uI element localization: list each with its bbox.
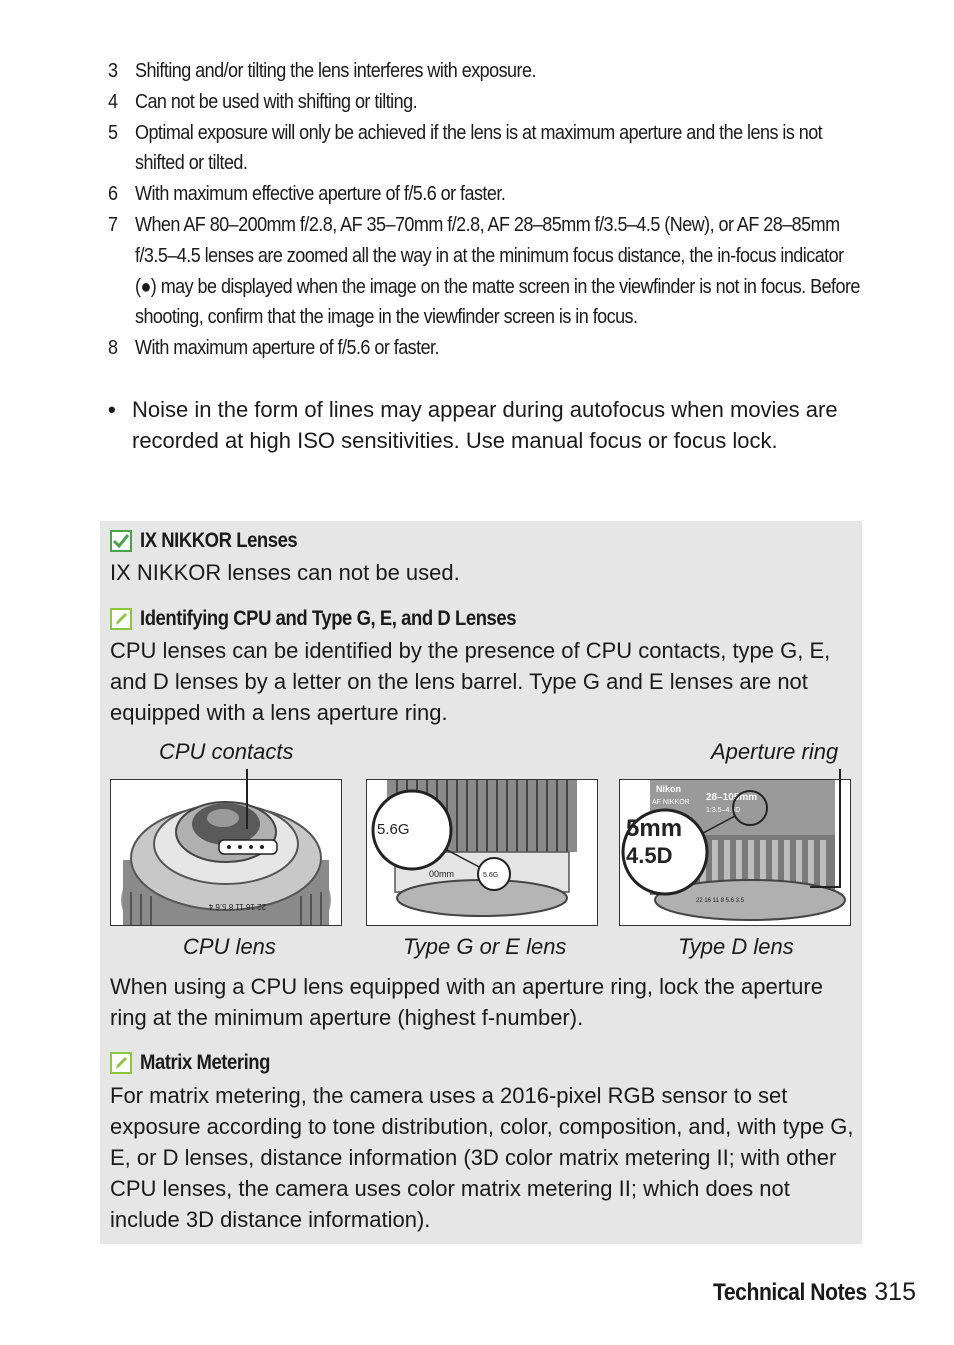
- cpu-lens-caption: CPU lens: [183, 934, 276, 959]
- footnote-number: 7: [108, 213, 118, 236]
- footer-section-title: Technical Notes: [712, 1279, 867, 1306]
- footnote-text: Can not be used with shifting or tilting.: [135, 90, 418, 113]
- type-g-mark-large: 5.6G: [377, 821, 410, 838]
- ix-nikkor-title: IX NIKKOR Lenses: [140, 529, 298, 552]
- matrix-metering-heading: [110, 1051, 288, 1075]
- page-number: 315: [874, 1278, 916, 1306]
- aperture-ring-leader-line: [839, 769, 841, 887]
- ix-nikkor-body: IX NIKKOR lenses can not be used.: [110, 560, 460, 585]
- type-g-barrel-text: 00mm: [429, 869, 455, 879]
- matrix-metering-body: For matrix metering, the camera uses a 2016-pixel RGB sensor to set exposure according to tone distribution, color, composition, and, with type G, E, or D lenses, distance information (3D color matrix metering II; with other CPU lenses, the camera uses color matrix metering II; which does not include 3D distance information).: [110, 1083, 854, 1232]
- type-d-lens-caption: Type D lens: [678, 934, 794, 959]
- footnote-text: With maximum effective aperture of f/5.6 or faster.: [135, 183, 506, 206]
- ix-nikkor-heading: [110, 529, 319, 553]
- cpu-lens-body: CPU lenses can be identified by the presence of CPU contacts, type G, E, and D lenses by a letter on the lens barrel. Type G and E lenses are not equipped with a lens aperture ring.: [110, 638, 831, 725]
- footnote-item: [108, 333, 868, 364]
- bullet-note: [108, 394, 868, 456]
- type-d-lens-image: [619, 779, 851, 926]
- footnote-item: [108, 118, 868, 180]
- type-d-mark-top: 5mm: [626, 815, 683, 842]
- footnote-item: [108, 56, 868, 87]
- aperture-ring-leader-line-horizontal: [810, 886, 841, 888]
- footnote-number: 4: [108, 90, 118, 113]
- cpu-lens-heading: [110, 607, 567, 631]
- cpu-lens-title: Identifying CPU and Type G, E, and D Lenses: [140, 607, 517, 630]
- footnote-number: 3: [108, 60, 118, 82]
- footnote-text: When AF 80–200mm f/2.8, AF 35–70mm f/2.8, AF 28–85mm f/3.5–4.5 (New), or AF 28–85mm f/3.5–4.5 lenses are zoomed all the way in at the minimum focus distance, the in-focus indicator (●) may be displayed when the image on the matte screen in the viewfinder is not in focus. Before shooting, confirm that the image in the viewfinder screen is in focus.: [135, 213, 860, 329]
- cpu-contacts-leader-line: [246, 769, 248, 829]
- bullet-symbol: •: [108, 397, 116, 422]
- footnote-text: Optimal exposure will only be achieved if the lens is at maximum aperture and the lens is not shifted or tilted.: [135, 121, 823, 175]
- page-footer: [692, 1278, 917, 1307]
- aperture-ring-label: Aperture ring: [711, 739, 839, 764]
- notes-box: [100, 521, 862, 1244]
- footnote-text: Shifting and/or tilting the lens interferes with exposure.: [135, 60, 536, 82]
- footnotes-list: [108, 56, 868, 364]
- type-g-lens-caption: Type G or E lens: [403, 934, 567, 959]
- footnote-number: 5: [108, 121, 118, 144]
- footnote-item: [108, 87, 868, 118]
- pencil-icon: [110, 608, 132, 630]
- bullet-text: Noise in the form of lines may appear during autofocus when movies are recorded at high ISO sensitivities. Use manual focus or focus lock.: [132, 397, 838, 453]
- type-d-mark-large: 4.5D: [626, 843, 673, 868]
- footnote-item: [108, 179, 868, 210]
- footnote-item: [108, 210, 868, 333]
- type-d-af-text: AF NIKKOR: [652, 799, 690, 806]
- cpu-lens-scale: 22 16 11 8 5.6 4: [208, 902, 266, 911]
- type-d-brand: Nikon: [656, 784, 682, 794]
- pencil-icon: [110, 1052, 132, 1074]
- cpu-contacts-label: CPU contacts: [159, 739, 294, 764]
- footnote-number: 8: [108, 337, 118, 360]
- type-g-lens-image: [366, 779, 598, 926]
- footnote-text: With maximum aperture of f/5.6 or faster.: [135, 337, 439, 360]
- type-g-mark-small: 5.6G: [483, 872, 499, 879]
- type-d-scale: 22 16 11 8 5.6 3.5: [696, 898, 744, 904]
- aperture-ring-lock-text: When using a CPU lens equipped with an aperture ring, lock the aperture ring at the minimum aperture (highest f-number).: [110, 974, 823, 1030]
- footnote-number: 6: [108, 183, 118, 206]
- check-icon: [110, 530, 132, 552]
- type-d-aperture-text: 1:3.5–4.5D: [706, 807, 741, 814]
- cpu-lens-image: [110, 779, 342, 926]
- type-d-zoom-text: 28–105mm: [706, 792, 758, 803]
- matrix-metering-title: Matrix Metering: [140, 1051, 270, 1074]
